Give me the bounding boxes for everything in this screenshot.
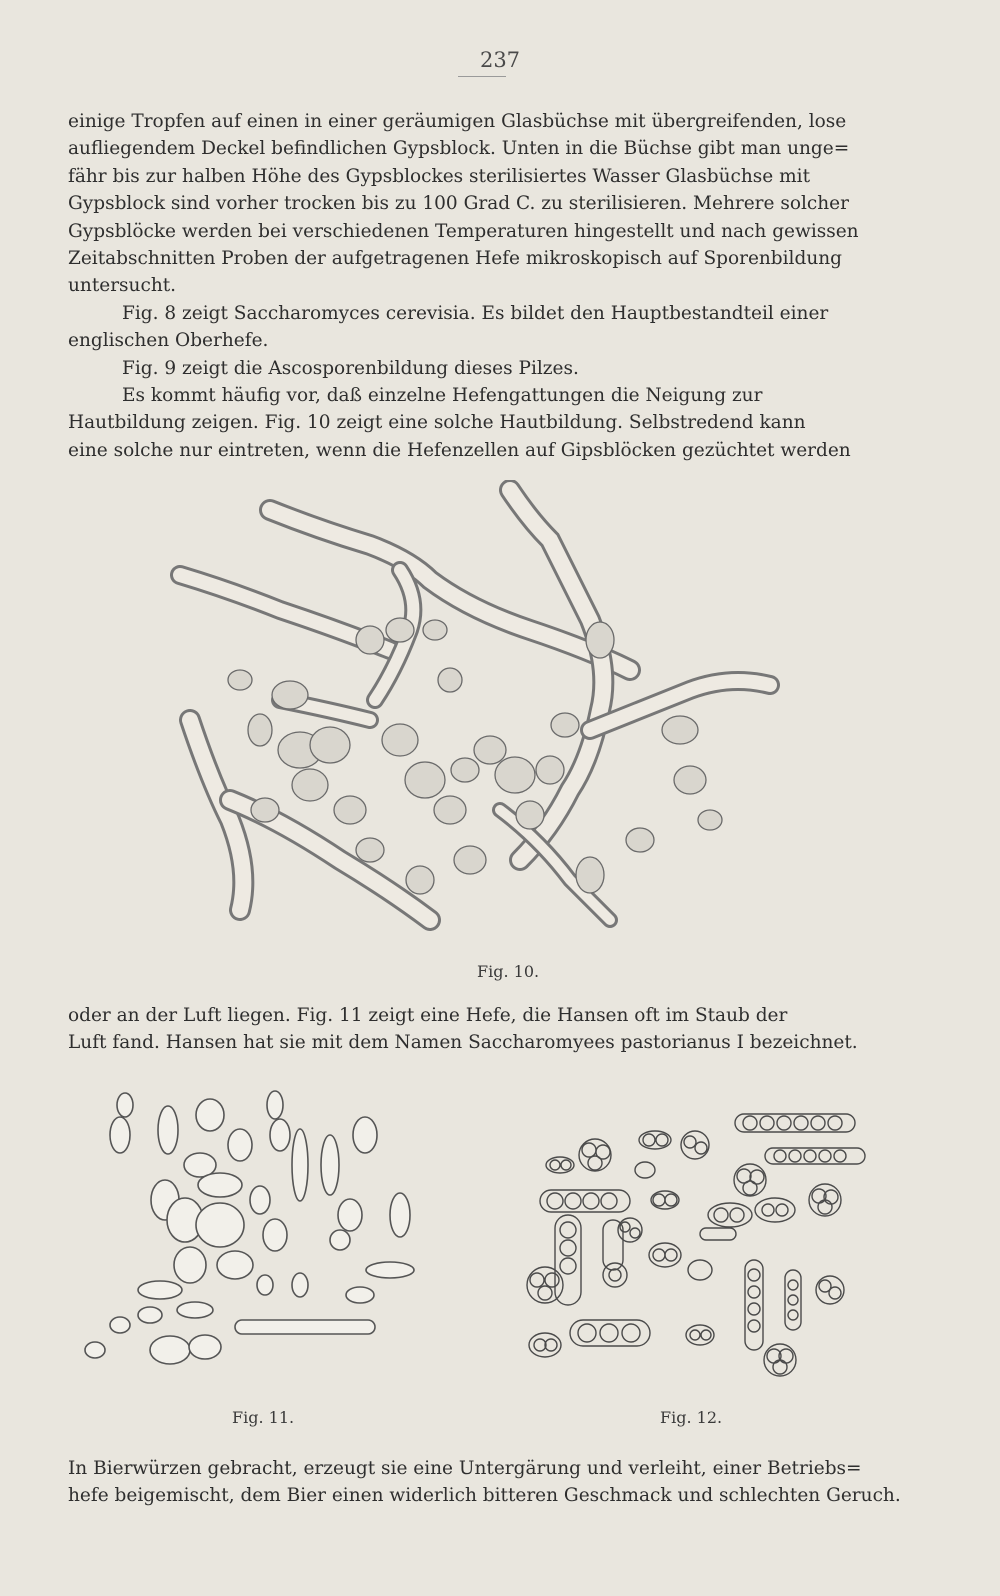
text-line: aufliegendem Deckel befindlichen Gypsblock. Unten in die Büchse gibt man unge= — [68, 138, 850, 160]
paragraph-fig9 — [68, 355, 898, 382]
text-line: Hautbildung zeigen. Fig. 10 zeigt eine solche Hautbildung. Selbstredend kann — [68, 412, 806, 434]
figure-12-illustration — [525, 1100, 890, 1390]
paragraph-gypsum-method — [68, 108, 898, 300]
text-line: Fig. 9 zeigt die Ascosporenbildung dieses Pilzes. — [122, 358, 579, 379]
text-line: Fig. 8 zeigt Saccharomyces cerevisia. Es bildet den Hauptbestandteil einer — [122, 303, 829, 324]
text-line: untersucht. — [68, 275, 177, 297]
text-line: eine solche nur eintreten, wenn die Hefenzellen auf Gipsblöcken gezüchtet werden — [68, 439, 851, 461]
paragraph-untergaerung — [68, 1455, 901, 1510]
figure-11-caption: Fig. 11. — [232, 1408, 295, 1427]
paragraph-fig11 — [68, 1002, 898, 1057]
figure-10-caption: Fig. 10. — [477, 962, 540, 981]
paragraph-hautbildung — [68, 382, 898, 464]
text-line: einige Tropfen auf einen in einer geräumigen Glasbüchse mit übergreifenden, lose — [68, 111, 847, 132]
text-line: Gypsblock sind vorher trocken bis zu 100 Grad C. zu sterilisieren. Mehrere solcher — [68, 193, 849, 215]
text-line: Zeitabschnitten Proben der aufgetragenen Hefe mikroskopisch auf Sporenbildung — [68, 248, 842, 270]
text-line: In Bierwürzen gebracht, erzeugt sie eine Untergärung und verleiht, einer Betriebs= — [68, 1458, 862, 1479]
text-line: englischen Oberhefe. — [68, 330, 269, 352]
figure-10-illustration — [170, 480, 790, 960]
text-line: Luft fand. Hansen hat sie mit dem Namen Saccharomyees pastorianus I bezeichnet. — [68, 1032, 858, 1054]
paragraph-fig8 — [68, 300, 898, 355]
figure-12-caption: Fig. 12. — [660, 1408, 723, 1427]
text-line: Gypsblöcke werden bei verschiedenen Temperaturen hingestellt und nach gewissen — [68, 220, 859, 242]
figure-11-illustration — [80, 1085, 420, 1385]
page-number-rule — [458, 76, 506, 77]
text-line: hefe beigemischt, dem Bier einen widerlich bitteren Geschmack und schlechten Geruch. — [68, 1485, 901, 1507]
text-line: fähr bis zur halben Höhe des Gypsblockes sterilisiertes Wasser Glasbüchse mit — [68, 165, 811, 187]
text-line: oder an der Luft liegen. Fig. 11 zeigt eine Hefe, die Hansen oft im Staub der — [68, 1005, 788, 1026]
page-number: 237 — [479, 48, 521, 72]
text-line: Es kommt häufig vor, daß einzelne Hefengattungen die Neigung zur — [122, 385, 763, 406]
yeast-cells — [228, 618, 722, 894]
